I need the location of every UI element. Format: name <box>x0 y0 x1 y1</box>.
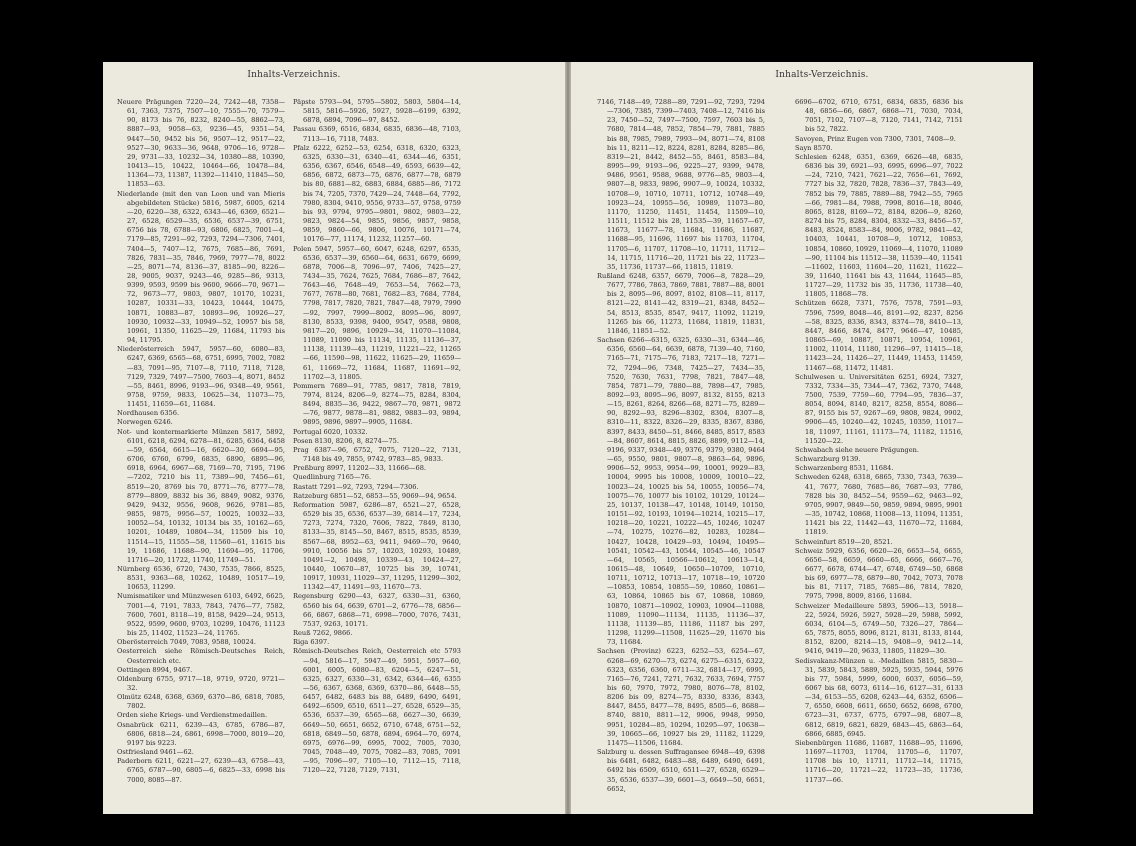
index-entry: Pfalz 6222, 6252—53, 6254, 6318, 6320, 6323, 6325, 6330—31, 6340—41, 6344—46, 6351, 6356, 6367, 6546, 6548—49, 6593, 6639—42, 6856, 6872, 6873—75, 6876, 6877—78, 6879 bis 80, 6881—82, 6883, 6884, 6885—86, 7172 bis 74, 7205, 7370, 7429—24, 7448—64, 7792, 7980, 8304, 9410, 9556, 9733—57, 9758, 9759 bis 93, 9794, 9795—9801, 9802, 9803—22, 9823, 9824—54, 9855, 9856, 9857, 9858, 9859, 9860—66, 9806, 10076, 10171—74, 10176—77, 11174, 11232, 11257—60. <box>293 143 461 244</box>
index-entry: Orden siehe Kriegs- und Verdienstmedaillen. <box>117 711 268 720</box>
index-entry: Oesterreich siehe Römisch-Deutsches Reich, Oesterreich etc. <box>117 647 285 665</box>
index-entry: Osnabrück 6211, 6239—43, 6785, 6786—87, 6806, 6818—24, 6861, 6998—7000, 8019—20, 9197 bis 9223. <box>117 720 285 747</box>
index-entry: Sachsen (Provinz) 6223, 6252—53, 6254—67, 6268—69, 6270—73, 6274, 6275—6315, 6322, 6323, 6356, 6360, 6711—32, 6814—17, 6995, 7165—76, 7241, 7271, 7632, 7633, 7694, 7757 bis 60, 7970, 7972, 7980, 8076—78, 8102, 8206 bis 09, 8274—75, 8330, 8336, 8343, 8447, 8455, 8477—78, 8495, 8505—6, 8688—8740, 8810, 8811—12, 9906, 9948, 9950, 9951, 10284—85, 10294, 10295—97, 10638—39, 10665—66, 10927 bis 29, 11182, 11229, 11475—11506, 11684. <box>597 647 765 747</box>
index-entry: Polen 5947, 5957—60, 6047, 6248, 6297, 6535, 6536, 6537—39, 6560—64, 6631, 6679, 6699, 6878, 7006—8, 7096—97, 7406, 7425—27, 7434—35, 7624, 7625, 7684, 7686—87, 7642, 7643—46, 7648—49, 7653—54, 7662—73, 7677, 7678—80, 7681, 7682—83, 7684, 7784, 7798, 7817, 7820, 7821, 7847—48, 7979, 7990—92, 7997, 7999—8002, 8095—96, 8097, 8130, 8533, 9398, 9400, 9547, 9588, 9808, 9817—20, 9896, 10929—34, 11070—11084, 11089, 11090 bis 11134, 11135, 11136—37, 11138, 11139—43, 11219, 11221—22, 11265—66, 11590—98, 11622, 11625—29, 11659—61, 11669—72, 11684, 11687, 11691—92, 11702—3, 11805. <box>293 244 461 381</box>
left-column-2 <box>293 98 461 776</box>
index-entry: Olmütz 6248, 6368, 6369, 6370—86, 6818, 7085, 7802. <box>117 693 285 711</box>
index-entry: 6696—6702, 6710, 6751, 6834, 6835, 6836 bis 48, 6856—66, 6867, 6868—71, 7030, 7034, 7051, 7102, 7107—8, 7120, 7141, 7142, 7151 bis 52, 7822. <box>795 98 963 134</box>
index-entry: Paderborn 6211, 6221—27, 6239—43, 6758—43, 6765, 6787—90, 6805—6, 6825—33, 6998 bis 7000, 8085—87. <box>117 757 285 784</box>
index-entry: Reformation 5987, 6286—87, 6521—27, 6528, 6529 bis 35, 6536, 6537—39, 6814—17, 7234, 7273, 7274, 7320, 7606, 7822, 7849, 8130, 8133—35, 8145—50, 8467, 8515, 8535, 8539, 8567—68, 8952—63, 9411, 9469—70, 9640, 9910, 10056 bis 57, 10203, 10293, 10489, 10491—2, 10498, 10339—43, 10424—27, 10440, 10670—87, 10725 bis 39, 10741, 10917, 10931, 11029—37, 11295, 11299—302, 11342—47, 11491—93, 11670—73. <box>293 500 461 592</box>
index-entry: Reuß 7262, 9866. <box>293 629 353 638</box>
index-entry: Päpste 5793—94, 5795—5802, 5803, 5804—14, 5815, 5816—5926, 5927, 5928—6199, 6392, 6878, 6894, 7096—97, 8452. <box>293 98 461 125</box>
index-entry: Rußland 6248, 6357, 6679, 7006—8, 7828—29, 7677, 7786, 7863, 7869, 7881, 7887—88, 8001 bis 2, 8095—96, 8097, 8102, 8108—11, 8117, 8121—22, 8141—42, 8319—21, 8348, 8452—54, 8513, 8535, 8547, 9417, 11092, 11219, 11265 bis 66, 11273, 11684, 11819, 11831, 11846, 11851—52. <box>597 271 765 335</box>
index-entry: Posen 8130, 8206, 8, 8274—75. <box>293 436 399 445</box>
index-entry: Numismatiker und Münzwesen 6103, 6492, 6625, 7001—4, 7191, 7833, 7843, 7476—77, 7582, 7600, 7601, 8118—19, 8158, 9429—24, 9513, 9522, 9599, 9600, 9703, 10299, 10476, 11123 bis 25, 11402, 11523—24, 11765. <box>117 592 285 638</box>
index-entry: Sachsen 6266—6315, 6325, 6330—31, 6344—46, 6356, 6560—64, 6639, 6878, 7139—40, 7160, 7165—71, 7175—76, 7183, 7217—18, 7271—72, 7294—96, 7348, 7425—27, 7434—35, 7520, 7630, 7631, 7798, 7821, 7847—48, 7854, 7871—79, 7880—88, 7898—47, 7985, 8092—93, 8095—96, 8097, 8132, 8155, 8213—15, 8261, 8264, 8266—68, 8271—75, 8289—90, 8292—93, 8296—8302, 8304, 8307—8, 8310—11, 8322, 8326—29, 8335, 8367, 8386, 8397, 8433, 8450—51, 8466, 8485, 8517, 8583—84, 8607, 8614, 8815, 8826, 8899, 9112—14, 9196, 9337, 9348—49, 9376, 9379, 9380, 9464—65, 9550, 9801, 9807—8, 9863—64, 9896, 9906—52, 9953, 9954—99, 10001, 9929—83, 10004, 9995 bis 10008, 10009, 10010—22, 10023—24, 10025 bis 54, 10055, 10056—74, 10075—76, 10077 bis 10102, 10129, 10124—25, 10137, 10138—47, 10148, 10149, 10150, 10151—92, 10193, 10194—10214, 10215—17, 10218—20, 10221, 10222—45, 10246, 10247—74, 10275, 10276—82, 10283, 10284—10427, 10428, 10429—93, 10494, 10495—10541, 10542—43, 10544, 10545—46, 10547—64, 10565, 10566—10612, 10613—14, 10615—48, 10649, 10650—10709, 10710, 10711, 10712, 10713—17, 10718—19, 10720—10853, 10854, 10855—59, 10860, 10861—63, 10864, 10865 bis 67, 10868, 10869, 10870, 10871—10902, 10903, 10904—11088, 11089, 11090—11134, 11135, 11136—37, 11138, 11139—85, 11186, 11187 bis 297, 11298, 11299—11508, 11625—29, 11670 bis 73, 11684. <box>597 336 765 647</box>
left-column-1 <box>117 98 285 785</box>
index-entry: Schulwesen u. Universitäten 6251, 6924, 7327, 7332, 7334—35, 7344—47, 7362, 7370, 7448, 7500, 7539, 7759—60, 7794—95, 7836—37, 8054, 8094, 8140, 8217, 8258, 8554, 8086—87, 9155 bis 57, 9267—69, 9808, 9824, 9902, 9906—45, 10240—42, 10245, 10359, 11017—18, 11097, 11161, 11173—74, 11182, 11516, 11520—22. <box>795 372 963 445</box>
index-entry: Nordhausen 6356. <box>117 409 180 418</box>
index-entry: Oberösterreich 7049, 7083, 9588, 10024. <box>117 638 256 647</box>
index-entry: Römisch-Deutsches Reich, Oesterreich etc 5793—94, 5816—17, 5947—49, 5951, 5957—60, 6001, 6005, 6080—83, 6204—5, 6247—51, 6325, 6327, 6330—31, 6342, 6344—46, 6355—56, 6367, 6368, 6369, 6370—86, 6448—55, 6457, 6482, 6483 bis 88, 6489, 6490, 6491, 6492—6509, 6510, 6511—27, 6528, 6529—35, 6536, 6537—39, 6565—68, 6627—30, 6639, 6649—50, 6651, 6652, 6710, 6748, 6751—52, 6818, 6849—50, 6878, 6894, 6964—70, 6974, 6975, 6976—99, 6995, 7002, 7005, 7030, 7045, 7048—49, 7075, 7082—83, 7085, 7091—95, 7096—97, 7105—10, 7112—15, 7118, 7120—22, 7128, 7129, 7131, <box>293 647 461 775</box>
index-entry: Preßburg 8997, 11202—33, 11666—68. <box>293 464 427 473</box>
index-entry: Schweizer Medailleure 5893, 5906—13, 5918—22, 5924, 5926, 5927, 5928—29, 5988, 5992, 6034, 6104—5, 6749—50, 7326—27, 7864—65, 7875, 8055, 8096, 8121, 8131, 8133, 8144, 8152, 8200, 8214—15, 9408—9, 9412—14, 9416, 9419—20, 9633, 11805, 11829—30. <box>795 601 963 656</box>
index-entry: Passau 6369, 6516, 6834, 6835, 6836—48, 7103, 7113—16, 7118, 7483. <box>293 125 461 143</box>
index-entry: Salzburg u. dessen Suffragansee 6948—49, 6398 bis 6481, 6482, 6483—88, 6489, 6490, 6491, 6492 bis 6509, 6510, 6511—27, 6528, 6529—35, 6536, 6537—39, 6601—3, 6649—50, 6651, 6652, <box>597 748 765 793</box>
index-entry: Pommern 7689—91, 7785, 9817, 7818, 7819, 7974, 8124, 8206—9, 8274—75, 8284, 8304, 8494, 8835—36, 9422, 9867—70, 9871, 9872—76, 9877, 9878—81, 9882, 9883—93, 9894, 9895, 9896, 9897—9905, 11684. <box>293 381 461 427</box>
index-entry: Ratzeburg 6851—52, 6853—55, 9069—94, 9654. <box>293 491 457 500</box>
index-entry: Prag 6387—96, 6752, 7075, 7120—22, 7131, 7148 bis 49, 7855, 9742, 9783—85, 9833. <box>293 445 461 464</box>
left-page-header: Inhalts-Verzeichnis. <box>247 70 341 80</box>
index-entry: Neuere Prägungen 7220—24, 7242—48, 7358—61, 7363, 7375, 7507—10, 7555—70, 7579—90, 8173 bis 76, 8232, 8240—55, 8862—73, 8887—93, 9058—63, 9236—45, 9351—54, 9447—50, 9452 bis 56, 9507—12, 9517—22, 9527—30, 9633—36, 9648, 9706—16, 9728—29, 9731—33, 10232—34, 10380—88, 10390, 10413—15, 10422, 10464—66, 10478—84, 11364—73, 11387, 11392—11410, 11845—50, 11853—63. <box>117 98 285 189</box>
index-entry: Schützen 6628, 7371, 7576, 7578, 7591—93, 7596, 7599, 8048—46, 8191—92, 8237, 8256—58, 8325, 8336, 8343, 8374—78, 8410—13, 8447, 8466, 8474, 8477, 9646—47, 10485, 10865—69, 10887, 10871, 10954, 10961, 11002, 11014, 11180, 11296—97, 11415—18, 11423—24, 11426—27, 11449, 11453, 11459, 11467—68, 11472, 11481. <box>795 299 963 372</box>
left-page <box>103 62 565 814</box>
index-entry: Rastatt 7291—92, 7293, 7294—7306. <box>293 482 419 491</box>
index-entry: Nürnberg 6536, 6720, 7430, 7535, 7866, 8525, 8531, 9363—68, 10262, 10489, 10517—19, 10653, 11299. <box>117 564 285 592</box>
right-page <box>571 62 1033 814</box>
index-entry: Siebenbürgen 11686, 11687, 11688—95, 11696, 11697—11703, 11704, 11705—6, 11707, 11708 bis 10, 11711, 11712—14, 11715, 11716—20, 11721—22, 11723—35, 11736, 11737—66. <box>795 738 963 784</box>
index-entry: Niederlande (mit den van Loon und van Mieris abgebildeten Stücke) 5816, 5987, 6005, 6214—20, 6220—38, 6322, 6343—46, 6369, 6521—27, 6528, 6529—35, 6536, 6537—39, 6751, 6756 bis 78, 6788—93, 6806, 6825, 7001—4, 7179—85, 7291—92, 7293, 7294—7306, 7401, 7404—5, 7407—12, 7675, 7685—86, 7691, 7826, 7831—35, 7846, 7969, 7977—78, 8022—25, 8071—74, 8136—37, 8185—90, 8226—28, 9005, 9037, 9243—46, 9285—86, 9313, 9399, 9593, 9599 bis 9600, 9666—70, 9671—72, 9673—77, 9803, 9807, 10170, 10231, 10287, 10331—33, 10423, 10444, 10475, 10871, 10883—87, 10893—96, 10926—27, 10930, 10932—33, 10949—52, 10957 bis 58, 10961, 11350, 11625—29, 11684, 11793 bis 94, 11795. <box>117 189 285 345</box>
index-entry: Schweinfurt 8519—20, 8521. <box>795 537 893 546</box>
index-entry: Ostfriesland 9461—62. <box>117 748 194 757</box>
index-entry: 7146, 7148—49, 7288—89, 7291—92, 7293, 7294—7306, 7385, 7399—7403, 7408—12, 7416 bis 23, 7450—52, 7497—7500, 7597, 7603 bis 5, 7680, 7814—48, 7852, 7854—79, 7881, 7885 bis 88, 7985, 7989, 7993—94, 8071—74, 8108 bis 11, 8211—12, 8224, 8281, 8284, 8285—86, 8319—21, 8442, 8452—55, 8461, 8583—84, 8995—99, 9193—96, 9225—27, 9399, 9478, 9486, 9561, 9588, 9688, 9776—85, 9803—4, 9807—8, 9833, 9896, 9907—9, 10024, 10332, 10708—9, 10710, 10711, 10712, 10748—49, 10923—24, 10955—56, 10989, 11073—80, 11170, 11250, 11451, 11454, 11509—10, 11511, 11512 bis 28, 11535—39, 11657—67, 11673, 11677—78, 11684, 11686, 11687, 11688—95, 11696, 11697 bis 11703, 11704, 11705—6, 11707, 11708—10, 11711, 11712—14, 11715, 11716—20, 11721 bis 22, 11723—35, 11736, 11737—66, 11815, 11819. <box>597 98 765 271</box>
index-entry: Sedisvakanz-Münzen u. -Medaillen 5815, 5830—31, 5839, 5843, 5889, 5925, 5935, 5944, 5976 bis 77, 5984, 5999, 6000, 6037, 6056—59, 6067 bis 68, 6073, 6114—16, 6127—31, 6133—34, 6153—55, 6208, 6243—44, 6352, 6506—7, 6550, 6608, 6611, 6650, 6652, 6698, 6700, 6723—31, 6737, 6775, 6797—98, 6807—8, 6812, 6819, 6821, 6829, 6843—45, 6863—64, 6866, 6885, 6945. <box>795 656 963 738</box>
right-column-2 <box>795 98 963 785</box>
index-entry: Quedlinburg 7165—76. <box>293 473 372 482</box>
index-entry: Schwarzenberg 8531, 11684. <box>795 464 894 473</box>
index-entry: Schwabach siehe neuere Prägungen. <box>795 445 920 454</box>
index-entry: Portugal 6020, 10332. <box>293 427 368 436</box>
index-entry: Schweden 6248, 6318, 6865, 7330, 7343, 7639—41, 7677, 7680, 7685—86, 7687—93, 7786, 7828 bis 30, 8452—54, 9559—62, 9463—92, 9705, 9907, 9849—50, 9859, 9894, 9895, 9901—35, 10742, 10868, 11008—13, 11094, 11351, 11421 bis 22, 11442—43, 11670—72, 11684, 11819. <box>795 473 963 537</box>
index-entry: Not- und kontermarkierte Münzen 5817, 5892, 6101, 6218, 6294, 6278—81, 6285, 6364, 6458—59, 6564, 6615—16, 6620—30, 6694—95, 6706, 6760, 6799, 6835, 6890, 6895—96, 6918, 6964, 6967—68, 7169—70, 7195, 7196—7202, 7210 bis 11, 7389—90, 7456—61, 8519—20, 8769 bis 70, 8771—76, 8777—78, 8779—8809, 8832 bis 36, 8849, 9082, 9376, 9429, 9432, 9556, 9608, 9626, 9781—85, 9855, 9875, 9956—57, 10025, 10032—33, 10052—54, 10132, 10134 bis 35, 10162—65, 10201, 10489, 10804—34, 11509 bis 10, 11514—15, 11555—58, 11560—61, 11615 bis 19, 11686, 11688—90, 11694—95, 11706, 11716—20, 11722, 11740, 11749—51. <box>117 427 285 564</box>
index-entry: Schlesien 6248, 6351, 6369, 6626—48, 6835, 6836 bis 39, 6921—93, 6995, 6996—97, 7022—24, 7210, 7421, 7621—22, 7656—61, 7692, 7727 bis 32, 7820, 7828, 7836—37, 7843—49, 7852 bis 79, 7885, 7889—88, 7942—55, 7965—66, 7981—84, 7988, 7998, 8016—18, 8046, 8065, 8128, 8169—72, 8184, 8206—9, 8260, 8274 bis 75, 8284, 8304, 8332—33, 8456—57, 8483, 8524, 8583—84, 9006, 9782, 9841—42, 10403, 10441, 10708—9, 10712, 10853, 10854, 10860, 10929, 11069—4, 11070, 11089—90, 11104 bis 11512—38, 11539—40, 11541—11602, 11603, 11604—20, 11621, 11622—39, 11640, 11641 bis 43, 11644, 11645—85, 11727—29, 11732 bis 35, 11736, 11738—40, 11805, 11868—78. <box>795 152 963 299</box>
index-entry: Sayn 8570. <box>795 143 833 152</box>
index-entry: Oettingen 8994, 9467. <box>117 665 193 674</box>
index-entry: Savoyen, Prinz Eugen von 7300, 7301, 7408—9. <box>795 134 956 143</box>
index-entry: Schwarzburg 9139. <box>795 455 861 464</box>
index-entry: Niederösterreich 5947, 5957—60, 6080—83, 6247, 6369, 6565—68, 6751, 6995, 7002, 7082—83, 7091—95, 7107—8, 7110, 7118, 7128, 7129, 7329, 7497—7500, 7603—4, 8071, 8452—55, 8461, 8996, 9193—96, 9348—49, 9561, 9758, 9759, 9833, 10625—34, 11073—75, 11451, 11659—61, 11684. <box>117 345 285 409</box>
right-column-1 <box>597 98 765 794</box>
index-entry: Regensburg 6290—43, 6327, 6330—31, 6360, 6560 bis 64, 6639, 6701—2, 6776—78, 6856—66, 6867, 6868—71, 6998—7000, 7076, 7431, 7537, 9263, 10171. <box>293 592 461 628</box>
index-entry: Norwegen 6246. <box>117 418 173 427</box>
right-page-header: Inhalts-Verzeichnis. <box>775 70 869 80</box>
index-entry: Riga 6397. <box>293 638 330 647</box>
index-entry: Schweiz 5929, 6356, 6620—26, 6653—54, 6655, 6656—58, 6659, 6660—65, 6666, 6667—76, 6677, 6678, 6744—47, 6748, 6749—50, 6868 bis 69, 6977—78, 6879—80, 7042, 7073, 7078 bis 81, 7117, 7185, 7685—86, 7814, 7820, 7975, 7998, 8009, 8166, 11684. <box>795 546 963 601</box>
index-entry: Oldenburg 6755, 9717—18, 9719, 9720, 9721—32. <box>117 674 285 692</box>
